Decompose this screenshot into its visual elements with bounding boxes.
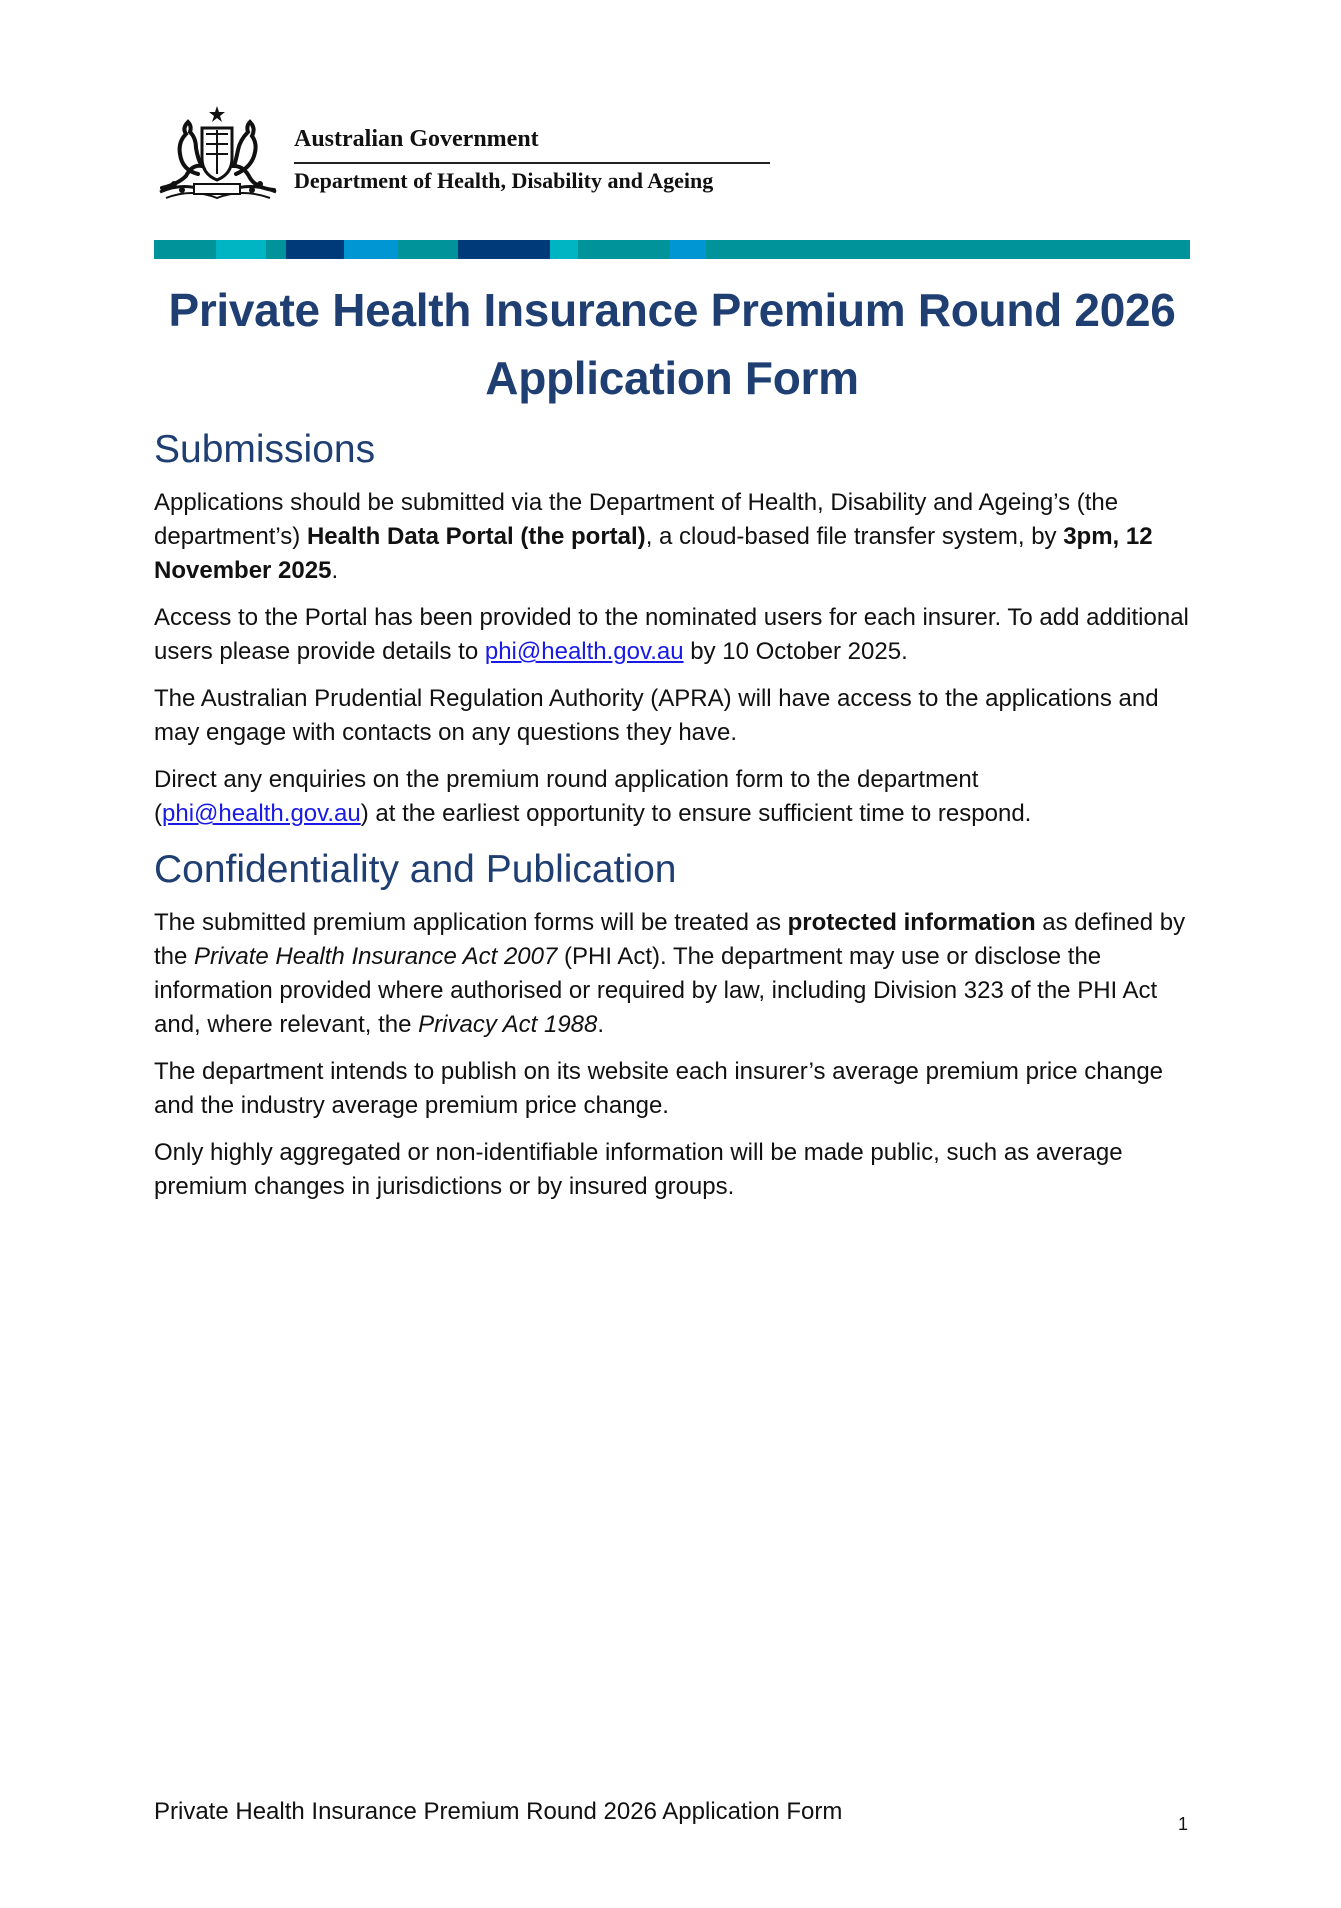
submissions-heading: Submissions [154, 428, 376, 471]
submissions-paragraph-1 [154, 486, 1194, 588]
confidentiality-paragraph-1 [154, 906, 1194, 1042]
text-run: (PHI Act). The department may use or disclose the information provided where authorised or required by law, including Division 323 of the PHI Act and, where relevant, the [154, 943, 1158, 1038]
confidentiality-heading: Confidentiality and Publication [154, 848, 677, 891]
submissions-paragraph-4 [154, 763, 1194, 831]
act-title: Private Health Insurance Act 2007 [194, 943, 558, 970]
page-title [154, 276, 1190, 412]
government-logo [152, 104, 768, 202]
email-link[interactable]: phi@health.gov.au [162, 800, 361, 827]
band-segment [266, 240, 286, 259]
band-segment [550, 240, 578, 259]
band-segment [286, 240, 344, 259]
text-run: The submitted premium application forms will be treated as [154, 909, 788, 936]
act-title: Privacy Act 1988 [418, 1011, 598, 1038]
band-segment [458, 240, 550, 259]
logo-divider [294, 162, 770, 164]
text-run: by 10 October 2025. [683, 638, 908, 665]
deadline: 3pm, 12 November 2025 [154, 523, 1153, 584]
band-segment [154, 240, 216, 259]
text-run: Access to the Portal has been provided to the nominated users for each insurer. To add additional users please provide details to [154, 604, 1189, 665]
department-name: Department of Health, Disability and Ageing [294, 168, 714, 193]
title-line-1: Private Health Insurance Premium Round 2026 [168, 284, 1176, 336]
confidentiality-paragraph-3: Only highly aggregated or non-identifiable information will be made public, such as average premium changes in jurisdictions or by insured groups. [154, 1139, 1123, 1200]
band-segment [398, 240, 458, 259]
government-name: Australian Government [294, 126, 539, 152]
submissions-paragraph-3: The Australian Prudential Regulation Authority (APRA) will have access to the applications and may engage with contacts on any questions they have. [154, 685, 1159, 746]
portal-name: Health Data Portal (the portal) [306, 523, 646, 550]
footer-title: Private Health Insurance Premium Round 2026 Application Form [154, 1798, 843, 1825]
title-line-2: Application Form [485, 352, 859, 404]
coat-of-arms-icon [152, 104, 282, 202]
text-run: Direct any enquiries on the premium round application form to the department ( [154, 766, 979, 827]
text-run: . [331, 557, 339, 584]
text-run: , a cloud-based file transfer system, by [645, 523, 1064, 550]
band-segment [216, 240, 266, 259]
text-run: . [597, 1011, 605, 1038]
band-segment [706, 240, 1190, 259]
header-color-band [154, 240, 1190, 259]
submissions-paragraph-2 [154, 601, 1194, 669]
text-run: as defined by the [154, 909, 1186, 970]
email-link[interactable]: phi@health.gov.au [484, 638, 684, 665]
band-segment [670, 240, 706, 259]
band-segment [344, 240, 398, 259]
confidentiality-paragraph-2: The department intends to publish on its website each insurer’s average premium price change and the industry average premium price change. [154, 1058, 1164, 1119]
page-number: 1 [1178, 1814, 1189, 1834]
text-run: ) at the earliest opportunity to ensure sufficient time to respond. [360, 800, 1032, 827]
text-run: Applications should be submitted via the Department of Health, Disability and Ageing’s (the department’s) [154, 489, 1119, 550]
main-content [154, 424, 1194, 1217]
band-segment [578, 240, 670, 259]
protected-information: protected information [787, 909, 1036, 936]
